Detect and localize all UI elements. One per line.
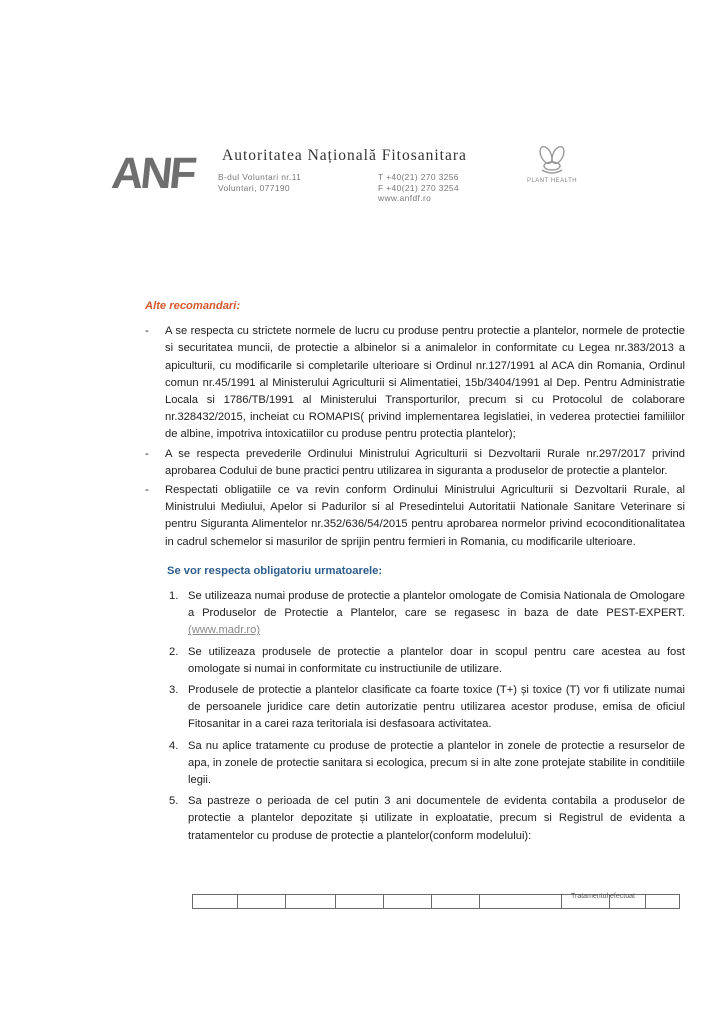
section-title: Alte recomandari: [145, 300, 241, 312]
obligation-number: 5. [169, 795, 179, 808]
obligation-number: 3. [169, 684, 179, 697]
recommendation-text: A se respecta cu strictete normele de lucru cu produse pentru protectie a plantelor, normele de protectie si securitatea muncii, de protectie a albinelor si a animalelor in conformitate cu Legea nr.383/2013 a apiculturii, cu modificarile si completarile ulterioare si Ordinul nr.127/1991 al ACA din Romania, Ordinul comun nr.45/1991 al Ministerului Agriculturii si Alimentatiei, 15b/3404/1991 al Dep. Pentru Administratie Locala si 1786/TB/1991 al Ministerului Transporturilor, precum si cu Protocolul de colaborare nr.328432/2015, incheiat cu ROMAPIS( privind implementarea legislatiei, in vederea protectiei familiilor de albine, impotriva intoxicatiilor cu produse pentru protectia plantelor); [165, 325, 685, 441]
obligation-item [145, 644, 685, 678]
obligation-text: Se utilizeaza numai produse de protectie a plantelor omologate de Comisia Nationala de Omologare a Produselor de Protectie a Plantelor, care se regasesc in baza de date PEST-EXPERT. [188, 590, 685, 620]
recommendation-text: Respectati obligatiile ce va revin conform Ordinului Ministrului Agriculturii si Dezvoltarii Rurale, al Ministrului Mediului, Apelor si Padurilor si al Presedintelui Autoritatii Nationale Sanitare Veterinare si pentru Siguranta Alimentelor nr.352/636/54/2015 pentru aprobarea normelor privind ecoconditionalitatea in cadrul schemelor si masurilor de sprijin pentru fermieri in Romania, cu modificarile ulterioare. [165, 484, 685, 548]
obligation-item [145, 793, 685, 845]
obligation-text: Produsele de protectie a plantelor clasificate ca foarte toxice (T+) și toxice (T) vor fi utilizate numai de persoanele juridice care detin autorizatie pentru utilizarea acestor produse, emisa de oficiul Fitosanitar in a carei raza teritoriala isi desfasoara activitatea. [188, 684, 685, 731]
website: www.anfdf.ro [378, 193, 432, 203]
recommendation-text: A se respecta prevederile Ordinului Ministrului Agriculturii si Dezvoltarii Rurale nr.297/2017 privind aprobarea Codului de bune practici pentru utilizarea in siguranta a produselor de protectie a plantelor. [165, 447, 685, 477]
contact-block [378, 172, 459, 204]
madr-link[interactable]: (www.madr.ro) [188, 624, 261, 637]
address-line-1: B-dul Voluntari nr.11 [218, 172, 302, 182]
obligation-item [145, 588, 685, 640]
treatment-register-table [192, 894, 680, 909]
table-header: Tratamentul efectuat [571, 893, 635, 900]
fax: F +40(21) 270 3254 [378, 182, 460, 193]
org-name: Autoritatea Națională Fitosanitara [222, 147, 467, 164]
document-body [145, 298, 685, 849]
obligation-number: 1. [169, 590, 179, 603]
recommendation-item: - A se respecta cu strictete normele de lucru cu produse pentru protectie a plantelor, normele de protectie si securitatea muncii, de protectie a albinelor si a animalelor in conformitate cu Legea nr.383/2013 a apiculturii, cu modificarile si completarile ulterioare si Ordinul nr.127/1991 al ACA din Romania, Ordinul comun nr.45/1991 al Ministerului Agriculturii si Alimentatiei, 15b/3404/1991 al Dep. Pentru Administratie Locala si 1786/TB/1991 al Ministerului Transporturilor, precum si cu Protocolul de colaborare nr.328432/2015, incheiat cu ROMAPIS( privind implementarea legislatiei, in vederea protectiei familiilor de albine, impotriva intoxicatiilor cu produse pentru protectia plantelor); [145, 325, 685, 441]
anf-logo: ANF [109, 149, 197, 198]
plant-health-text: PLANT HEALTH [526, 178, 578, 184]
plant-health-logo [512, 142, 592, 202]
recommendation-item: - Respectati obligatiile ce va revin conform Ordinului Ministrului Agriculturii si Dezvoltarii Rurale, al Ministrului Mediului, Apelor si Padurilor si al Presedintelui Autoritatii Nationale Sanitare Veterinare si pentru Siguranta Alimentelor nr.352/636/54/2015 pentru aprobarea normelor privind ecoconditionalitatea in cadrul schemelor si masurilor de sprijin pentru fermieri in Romania, cu modificarile ulterioare. [145, 484, 685, 548]
obligation-number: 4. [169, 739, 179, 752]
obligation-item [145, 738, 685, 790]
address-line-2: Voluntari, 077190 [218, 182, 290, 193]
obligation-text: Sa nu aplice tratamente cu produse de protectie a plantelor in zonele de protectie a resurselor de apa, in zonele de protectie sanitara si ecologica, precum si in alte zone protejate stabilite in conditiile legii. [188, 739, 685, 787]
obligation-text: Sa pastreze o perioada de cel putin 3 ani documentele de evidenta contabila a produselor de protectie a plantelor depozitate și utilizate in exploatatie, precum si Registrul de evidenta a tratamentelor cu produse de protectie a plantelor(conform modelului): [188, 795, 685, 842]
phone: T +40(21) 270 3256 [378, 172, 459, 182]
recommendation-item: - A se respecta prevederile Ordinului Ministrului Agriculturii si Dezvoltarii Rurale nr.297/2017 privind aprobarea Codului de bune practici pentru utilizarea in siguranta a produselor de protectie a plantelor. [145, 447, 685, 477]
plant-health-icon [512, 142, 592, 178]
obligation-number: 2. [169, 645, 179, 658]
address-block [218, 172, 301, 193]
obligation-item [145, 682, 685, 734]
mandatory-title: Se vor respecta obligatoriu urmatoarele: [167, 564, 383, 577]
obligation-text: Se utilizeaza produsele de protectie a plantelor doar in scopul pentru care acestea au fost omologate si numai in conformitate cu instructiunile de utilizare. [188, 645, 685, 675]
